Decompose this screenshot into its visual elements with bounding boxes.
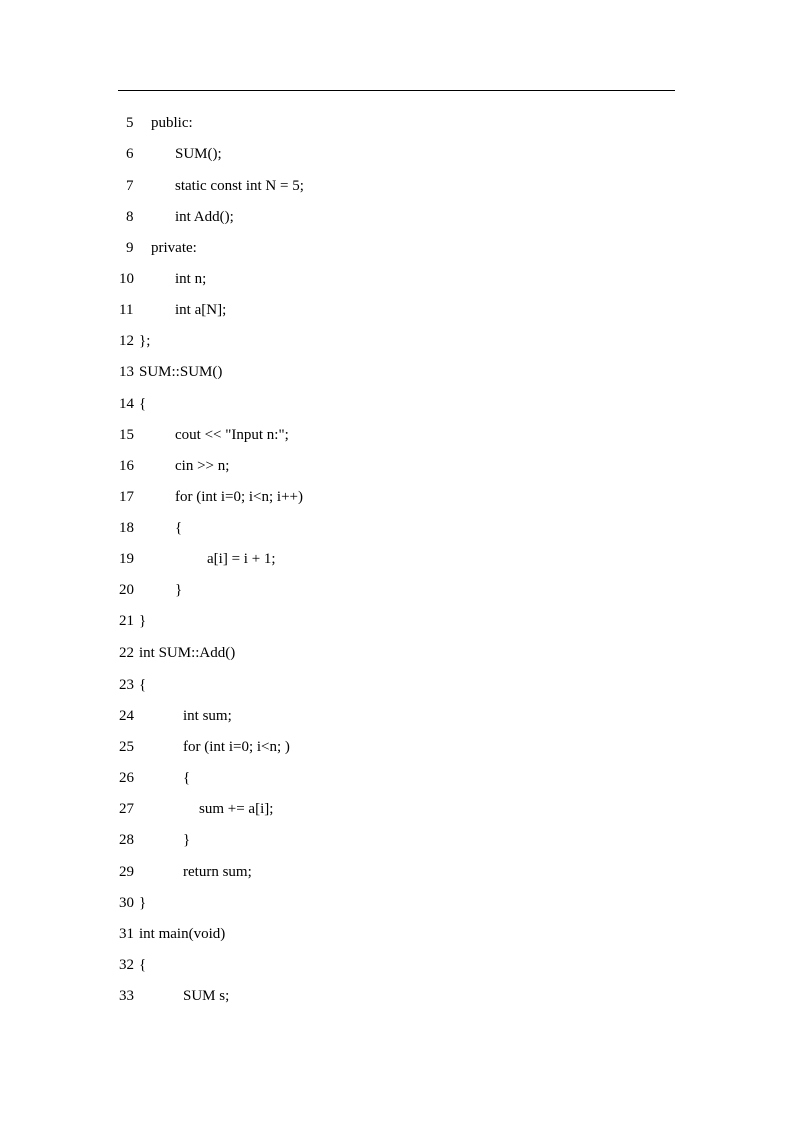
line-text: for (int i=0; i<n; ) (183, 739, 290, 755)
code-line (0, 517, 183, 539)
line-number: 26 (119, 770, 134, 786)
line-number: 16 (119, 458, 134, 474)
line-number: 25 (119, 739, 134, 755)
line-text: int Add(); (175, 209, 234, 225)
line-text: cout << "Input n:"; (175, 427, 289, 443)
line-text: a[i] = i + 1; (207, 551, 276, 567)
line-number: 13 (119, 364, 134, 380)
line-number: 24 (119, 708, 134, 724)
code-line (0, 393, 147, 415)
line-number: 10 (119, 271, 134, 287)
line-text: { (175, 520, 183, 536)
line-number: 12 (119, 333, 134, 349)
code-line (0, 548, 276, 570)
line-number: 15 (119, 427, 134, 443)
line-text: }; (139, 333, 151, 349)
line-number: 6 (126, 146, 134, 162)
code-line (0, 486, 303, 508)
line-number: 9 (126, 240, 134, 256)
line-number: 7 (126, 178, 134, 194)
code-line (0, 985, 230, 1007)
code-line (0, 579, 183, 601)
code-line (0, 424, 289, 446)
line-text: int main(void) (139, 926, 226, 942)
line-number: 14 (119, 396, 134, 412)
code-line (0, 705, 232, 727)
code-line (0, 736, 290, 758)
line-text: int a[N]; (175, 302, 227, 318)
code-line (0, 642, 236, 664)
line-number: 30 (119, 895, 134, 911)
line-text: } (139, 613, 147, 629)
line-number: 28 (119, 832, 134, 848)
line-text: private: (151, 240, 197, 256)
line-text: { (139, 957, 147, 973)
line-text: { (139, 396, 147, 412)
line-number: 22 (119, 645, 134, 661)
line-text: public: (151, 115, 193, 131)
line-text: static const int N = 5; (175, 178, 304, 194)
code-line (0, 361, 223, 383)
code-line (0, 954, 147, 976)
code-line (0, 923, 226, 945)
line-number: 8 (126, 209, 134, 225)
code-line (0, 455, 230, 477)
line-number: 27 (119, 801, 134, 817)
code-line (0, 299, 227, 321)
code-line (0, 268, 207, 290)
code-line (0, 674, 147, 696)
line-text: int sum; (183, 708, 232, 724)
line-text: int SUM::Add() (139, 645, 236, 661)
line-text: cin >> n; (175, 458, 230, 474)
line-text: } (183, 832, 191, 848)
line-text: int n; (175, 271, 207, 287)
code-line (0, 143, 222, 165)
line-number: 31 (119, 926, 134, 942)
line-number: 21 (119, 613, 134, 629)
line-number: 17 (119, 489, 134, 505)
code-line (0, 829, 191, 851)
code-line (0, 767, 191, 789)
code-line (0, 237, 197, 259)
code-line (0, 798, 274, 820)
line-number: 32 (119, 957, 134, 973)
line-number: 18 (119, 520, 134, 536)
line-number: 29 (119, 864, 134, 880)
line-number: 5 (126, 115, 134, 131)
line-number: 33 (119, 988, 134, 1004)
code-line (0, 330, 151, 352)
line-number: 20 (119, 582, 134, 598)
line-number: 11 (119, 302, 134, 318)
line-text: { (183, 770, 191, 786)
line-number: 19 (119, 551, 134, 567)
code-line (0, 610, 147, 632)
line-text: return sum; (183, 864, 252, 880)
line-number: 23 (119, 677, 134, 693)
line-text: SUM::SUM() (139, 364, 223, 380)
line-text: } (139, 895, 147, 911)
code-line (0, 861, 252, 883)
code-line (0, 892, 147, 914)
code-line (0, 175, 304, 197)
line-text: for (int i=0; i<n; i++) (175, 489, 303, 505)
line-text: } (175, 582, 183, 598)
line-text: SUM(); (175, 146, 222, 162)
line-text: { (139, 677, 147, 693)
code-line (0, 112, 193, 134)
code-line (0, 206, 234, 228)
line-text: sum += a[i]; (199, 801, 274, 817)
line-text: SUM s; (183, 988, 230, 1004)
